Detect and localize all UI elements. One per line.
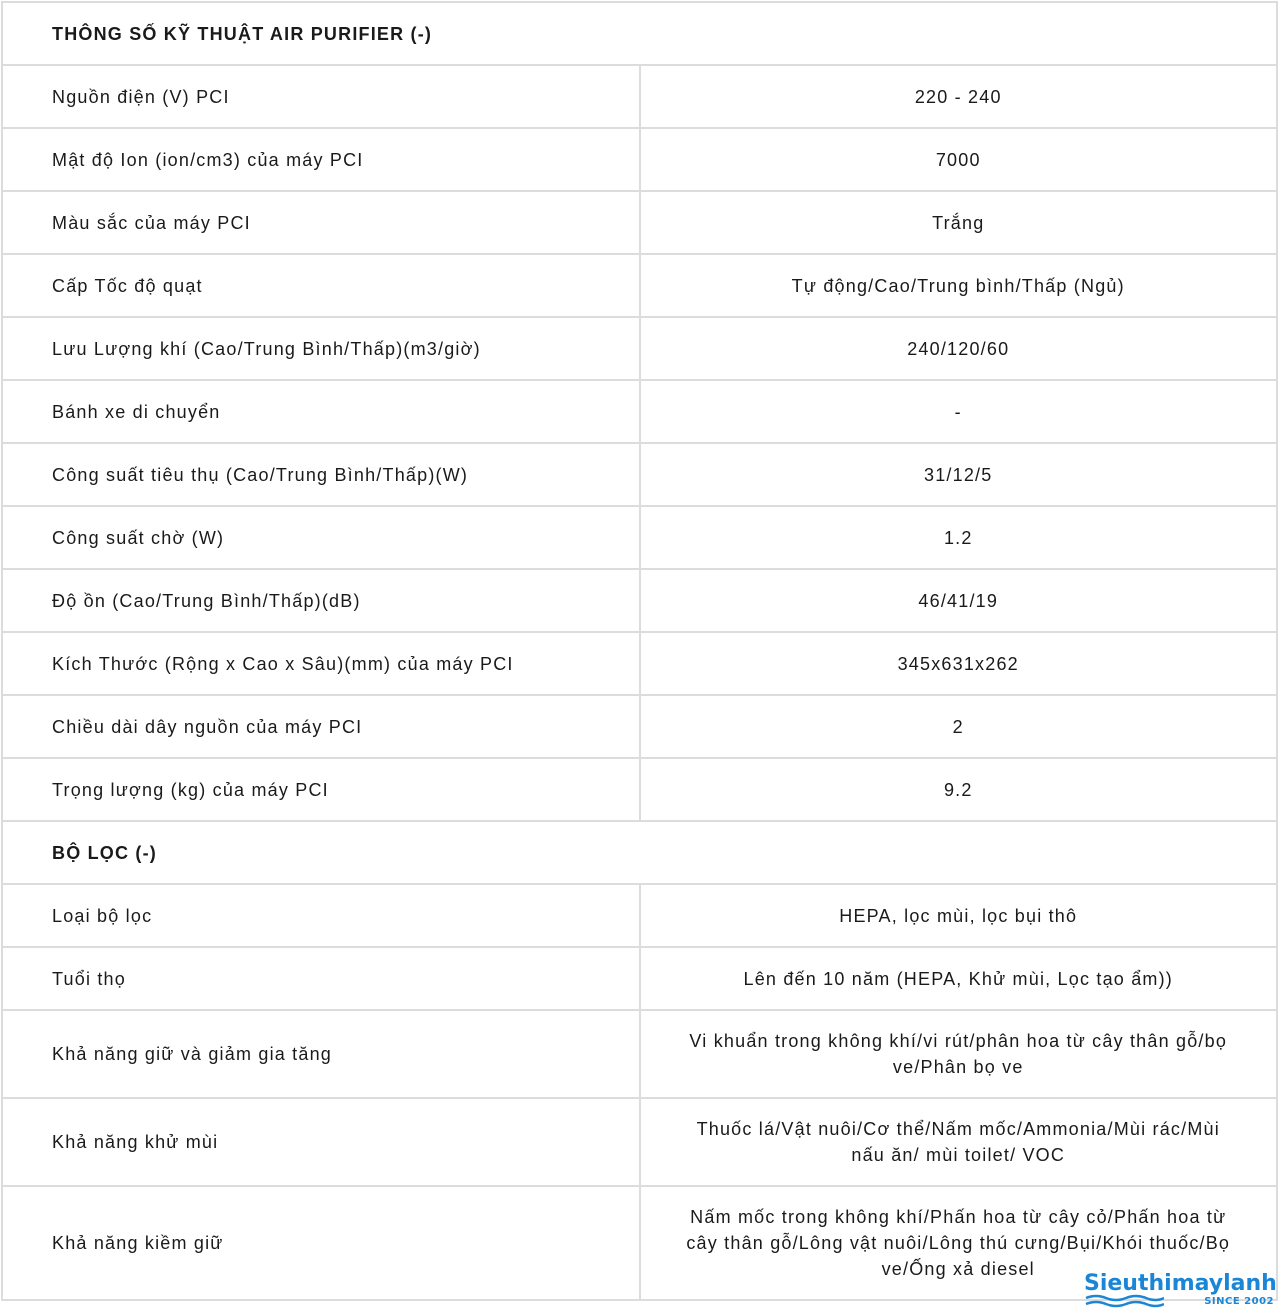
logo-text: Sieuthimaylanh xyxy=(1084,1271,1277,1296)
row-value: 2 xyxy=(640,695,1278,758)
row-label: Lưu Lượng khí (Cao/Trung Bình/Thấp)(m3/giờ) xyxy=(2,317,640,380)
row-value: Thuốc lá/Vật nuôi/Cơ thể/Nấm mốc/Ammonia/Mùi rác/Mùi nấu ăn/ mùi toilet/ VOC xyxy=(640,1098,1278,1186)
table-row xyxy=(2,632,1277,695)
row-label: Độ ồn (Cao/Trung Bình/Thấp)(dB) xyxy=(2,569,640,632)
logo-tagline: SINCE 2002 xyxy=(1204,1296,1274,1307)
row-label: Công suất tiêu thụ (Cao/Trung Bình/Thấp)(W) xyxy=(2,443,640,506)
row-label: Trọng lượng (kg) của máy PCI xyxy=(2,758,640,821)
row-value: Trắng xyxy=(640,191,1278,254)
row-label: Kích Thước (Rộng x Cao x Sâu)(mm) của máy PCI xyxy=(2,632,640,695)
row-value: 220 - 240 xyxy=(640,65,1278,128)
section-title-specs: THÔNG SỐ KỸ THUẬT AIR PURIFIER (-) xyxy=(2,2,1277,65)
row-value: Tự động/Cao/Trung bình/Thấp (Ngủ) xyxy=(640,254,1278,317)
table-row xyxy=(2,1098,1277,1186)
row-value: 7000 xyxy=(640,128,1278,191)
row-label: Khả năng kiềm giữ xyxy=(2,1186,640,1300)
table-row xyxy=(2,758,1277,821)
table-row xyxy=(2,380,1277,443)
row-value: 31/12/5 xyxy=(640,443,1278,506)
row-label: Mật độ Ion (ion/cm3) của máy PCI xyxy=(2,128,640,191)
row-label: Công suất chờ (W) xyxy=(2,506,640,569)
section-title-filter: BỘ LỌC (-) xyxy=(2,821,1277,884)
row-label: Khả năng giữ và giảm gia tăng xyxy=(2,1010,640,1098)
table-row xyxy=(2,128,1277,191)
table-row xyxy=(2,947,1277,1010)
row-value: Lên đến 10 năm (HEPA, Khử mùi, Lọc tạo ẩm)) xyxy=(640,947,1278,1010)
row-value: HEPA, lọc mùi, lọc bụi thô xyxy=(640,884,1278,947)
row-label: Loại bộ lọc xyxy=(2,884,640,947)
row-value: 46/41/19 xyxy=(640,569,1278,632)
row-label: Tuổi thọ xyxy=(2,947,640,1010)
row-value: Nấm mốc trong không khí/Phấn hoa từ cây cỏ/Phấn hoa từ cây thân gỗ/Lông vật nuôi/Lông thú cưng/Bụi/Khói thuốc/Bọ ve/Ống xả diesel xyxy=(640,1186,1278,1300)
spec-table xyxy=(1,1,1278,1301)
section-header-row xyxy=(2,821,1277,884)
row-label: Bánh xe di chuyển xyxy=(2,380,640,443)
table-row xyxy=(2,443,1277,506)
row-value: Vi khuẩn trong không khí/vi rút/phân hoa từ cây thân gỗ/bọ ve/Phân bọ ve xyxy=(640,1010,1278,1098)
table-row xyxy=(2,506,1277,569)
row-label: Nguồn điện (V) PCI xyxy=(2,65,640,128)
row-label: Chiều dài dây nguồn của máy PCI xyxy=(2,695,640,758)
row-value: 240/120/60 xyxy=(640,317,1278,380)
row-label: Cấp Tốc độ quạt xyxy=(2,254,640,317)
row-value: 1.2 xyxy=(640,506,1278,569)
row-value: - xyxy=(640,380,1278,443)
brand-logo xyxy=(1084,1271,1277,1312)
section-header-row xyxy=(2,2,1277,65)
table-row xyxy=(2,317,1277,380)
row-value: 9.2 xyxy=(640,758,1278,821)
row-value: 345x631x262 xyxy=(640,632,1278,695)
row-label: Màu sắc của máy PCI xyxy=(2,191,640,254)
row-label: Khả năng khử mùi xyxy=(2,1098,640,1186)
table-row xyxy=(2,254,1277,317)
wave-icon xyxy=(1084,1294,1164,1308)
table-row xyxy=(2,569,1277,632)
table-row xyxy=(2,884,1277,947)
table-row xyxy=(2,191,1277,254)
table-row xyxy=(2,65,1277,128)
table-row xyxy=(2,1010,1277,1098)
table-row xyxy=(2,695,1277,758)
